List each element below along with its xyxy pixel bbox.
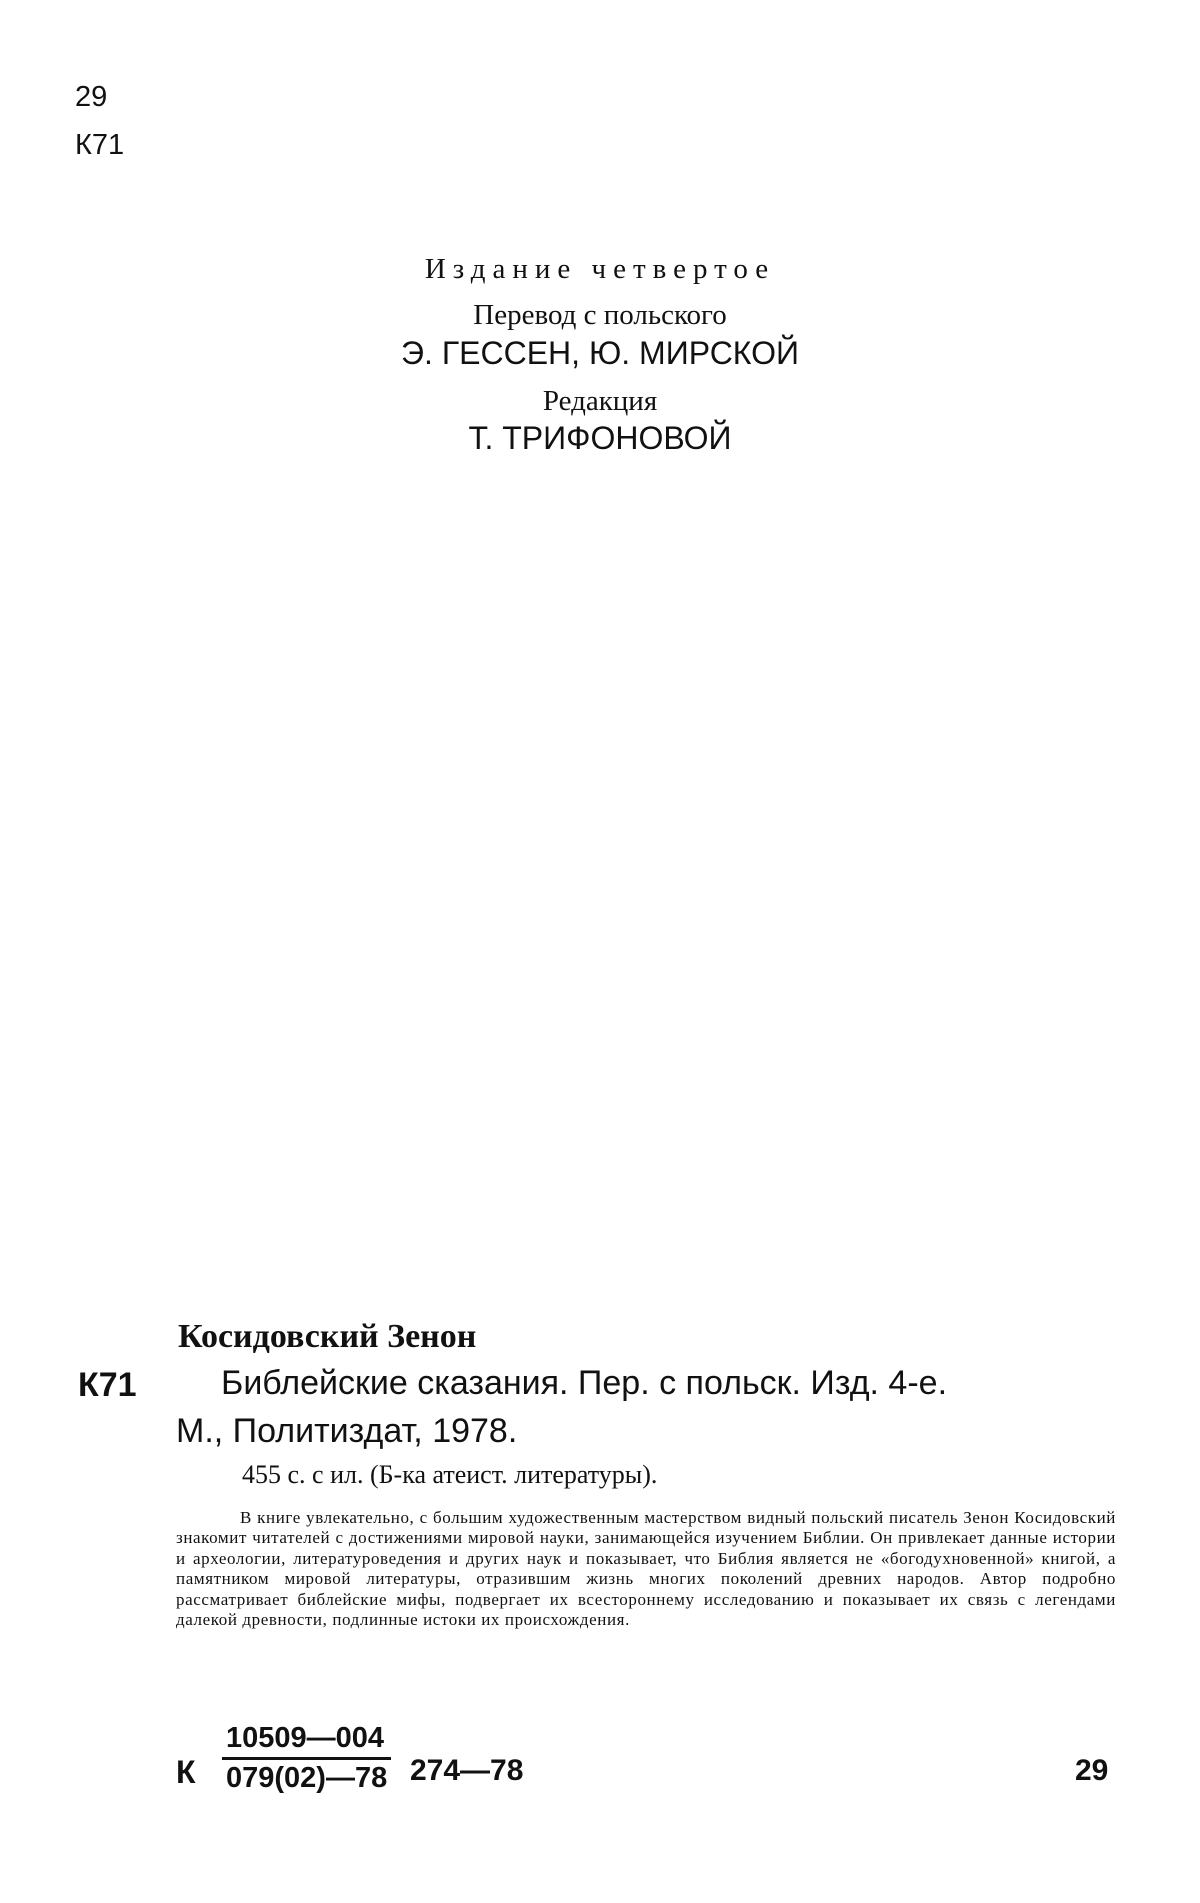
catalog-author-code: К71 [78,1366,137,1404]
udk-index: 29 [75,81,108,113]
catalog-title-line: Библейские сказания. Пер. с польск. Изд. 4-е. [221,1364,948,1402]
index-numerator: 10509—004 [222,1722,391,1760]
catalog-annotation: В книге увлекательно, с большим художественным мастерством видный польский писатель Зенон Косидовский знакомит читателей с достижениями мировой науки, занимающейся изучением Библии. Он привлекает данные истории и археологии, литературоведения и других наук и показывает, что Библия является не «богодухновенной» книгой, а памятником мировой литературы, отразившим жизнь многих поколений древних народов. Автор подробно рассматривает библейские мифы, подвергает их всестороннему исследованию и показывает их связь с легендами далекой древности, подлинные истоки их происхождения. [176,1508,1116,1630]
editor-name: Т. ТРИФОНОВОЙ [468,420,732,456]
index-fraction [222,1722,391,1795]
catalog-publisher-line: М., Политиздат, 1978. [176,1412,518,1450]
index-suffix: 274—78 [410,1754,524,1787]
editor-label: Редакция [542,385,658,417]
bbk-index: 29 [1075,1754,1109,1787]
author-code-top: К71 [75,129,125,161]
index-letter: К [176,1754,196,1790]
translation-label: Перевод с польского [473,299,727,331]
translators-names: Э. ГЕССЕН, Ю. МИРСКОЙ [401,335,799,371]
index-denominator: 079(02)—78 [226,1762,388,1794]
catalog-author: Косидовский Зенон [178,1318,477,1355]
edition-label: Издание четвертое [424,253,776,285]
catalog-pages-line: 455 с. с ил. (Б-ка атеист. литературы). [242,1460,658,1489]
